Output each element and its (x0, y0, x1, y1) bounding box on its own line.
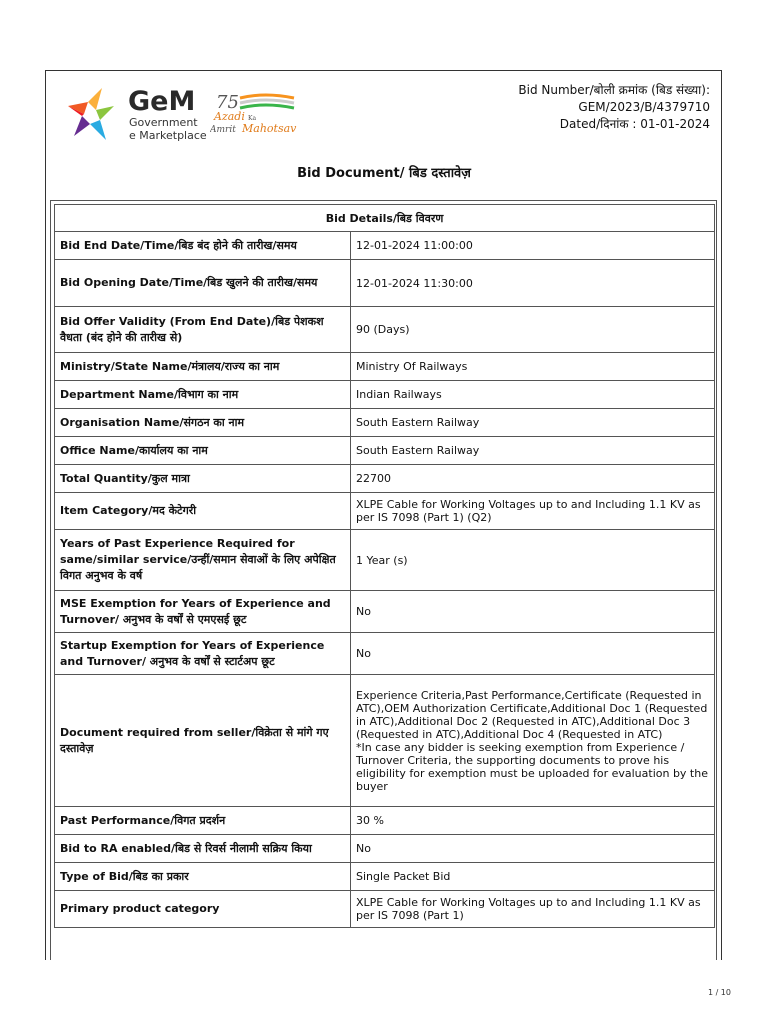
row-key: Bid to RA enabled/बिड से रिवर्स नीलामी सक्रिय किया (55, 835, 351, 863)
table-row (55, 465, 715, 493)
table-row (55, 437, 715, 465)
table-row (55, 307, 715, 353)
table-row (55, 493, 715, 530)
table-row (55, 353, 715, 381)
row-key: Item Category/मद केटेगरी (55, 493, 351, 530)
svg-text:Amrit: Amrit (210, 125, 236, 135)
row-value: 1 Year (s) (351, 530, 715, 591)
svg-text:75: 75 (216, 92, 239, 113)
table-row (55, 863, 715, 891)
row-value: 90 (Days) (351, 307, 715, 353)
bid-info (518, 82, 710, 133)
row-key: Department Name/विभाग का नाम (55, 381, 351, 409)
table-row (55, 807, 715, 835)
row-key: Ministry/State Name/मंत्रालय/राज्य का नाम (55, 353, 351, 381)
row-key: Total Quantity/कुल मात्रा (55, 465, 351, 493)
row-key: Primary product category (55, 891, 351, 928)
row-value: South Eastern Railway (351, 437, 715, 465)
row-key: Bid Opening Date/Time/बिड खुलने की तारीख/समय (55, 260, 351, 307)
row-key: Startup Exemption for Years of Experience and Turnover/ अनुभव के वर्षों से स्टार्टअप छूट (55, 633, 351, 675)
bid-number-label: Bid Number/बोली क्रमांक (बिड संख्या): (518, 83, 710, 97)
table-heading-row (55, 205, 715, 232)
row-key: MSE Exemption for Years of Experience and Turnover/ अनुभव के वर्षों से एमएसई छूट (55, 591, 351, 633)
svg-text:Mahotsav: Mahotsav (242, 122, 297, 135)
row-value: No (351, 633, 715, 675)
gem-logo-sub: e Marketplace (129, 129, 207, 142)
table-row (55, 530, 715, 591)
document-list: Experience Criteria,Past Performance,Certificate (Requested in ATC),OEM Authorization Certificate,Additional Doc 1 (Requested in ATC),Additional Doc 2 (Requested in ATC),Additional Doc 3 (Requested in ATC),Additional Doc 4 (Requested in ATC) (356, 688, 708, 741)
row-value: XLPE Cable for Working Voltages up to and Including 1.1 KV as per IS 7098 (Part 1) (351, 891, 715, 928)
svg-text:Azadi: Azadi (214, 110, 245, 123)
table-row (55, 891, 715, 928)
table-row (55, 409, 715, 437)
row-value: No (351, 835, 715, 863)
row-value: 22700 (351, 465, 715, 493)
row-value: No (351, 591, 715, 633)
row-value: Indian Railways (351, 381, 715, 409)
row-value: 30 % (351, 807, 715, 835)
table-row (55, 633, 715, 675)
row-value: XLPE Cable for Working Voltages up to and Including 1.1 KV as per IS 7098 (Part 1) (Q2) (351, 493, 715, 530)
table-row (55, 260, 715, 307)
row-value: 12-01-2024 11:30:00 (351, 260, 715, 307)
row-key: Years of Past Experience Required for same/similar service/उन्हीं/समान सेवाओं के लिए अपेक्षित विगत अनुभव के वर्ष (55, 530, 351, 591)
page-title: Bid Document/ बिड दस्तावेज़ (297, 166, 471, 181)
table-heading: Bid Details/बिड विवरण (55, 205, 715, 232)
table-row (55, 591, 715, 633)
gem-logo-word: GeM (128, 86, 196, 117)
row-value (351, 675, 715, 807)
row-value: Single Packet Bid (351, 863, 715, 891)
table-row (55, 381, 715, 409)
row-value: South Eastern Railway (351, 409, 715, 437)
table-row (55, 675, 715, 807)
row-key: Document required from seller/विक्रेता से मांगे गए दस्तावेज़ (55, 675, 351, 807)
gem-logo-sub: Government (129, 116, 198, 129)
table-row (55, 835, 715, 863)
table-row (55, 232, 715, 260)
bid-details-table (54, 204, 715, 928)
page-number: 1 / 10 (707, 988, 731, 997)
row-key: Organisation Name/संगठन का नाम (55, 409, 351, 437)
row-value: Ministry Of Railways (351, 353, 715, 381)
exemption-note: *In case any bidder is seeking exemption from Experience / Turnover Criteria, the supporting documents to prove his eligibility for exemption must be uploaded for evaluation by the buyer (356, 740, 708, 793)
bid-date: Dated/दिनांक : 01-01-2024 (559, 117, 710, 131)
row-key: Bid End Date/Time/बिड बंद होने की तारीख/समय (55, 232, 351, 260)
row-key: Office Name/कार्यालय का नाम (55, 437, 351, 465)
svg-text:Ka: Ka (248, 115, 257, 122)
bid-number: GEM/2023/B/4379710 (578, 100, 710, 114)
row-key: Bid Offer Validity (From End Date)/बिड पेशकश वैधता (बंद होने की तारीख से) (55, 307, 351, 353)
row-value: 12-01-2024 11:00:00 (351, 232, 715, 260)
row-key: Past Performance/विगत प्रदर्शन (55, 807, 351, 835)
azadi-ka-amrit-mahotsav-logo-icon (210, 90, 298, 136)
row-key: Type of Bid/बिड का प्रकार (55, 863, 351, 891)
